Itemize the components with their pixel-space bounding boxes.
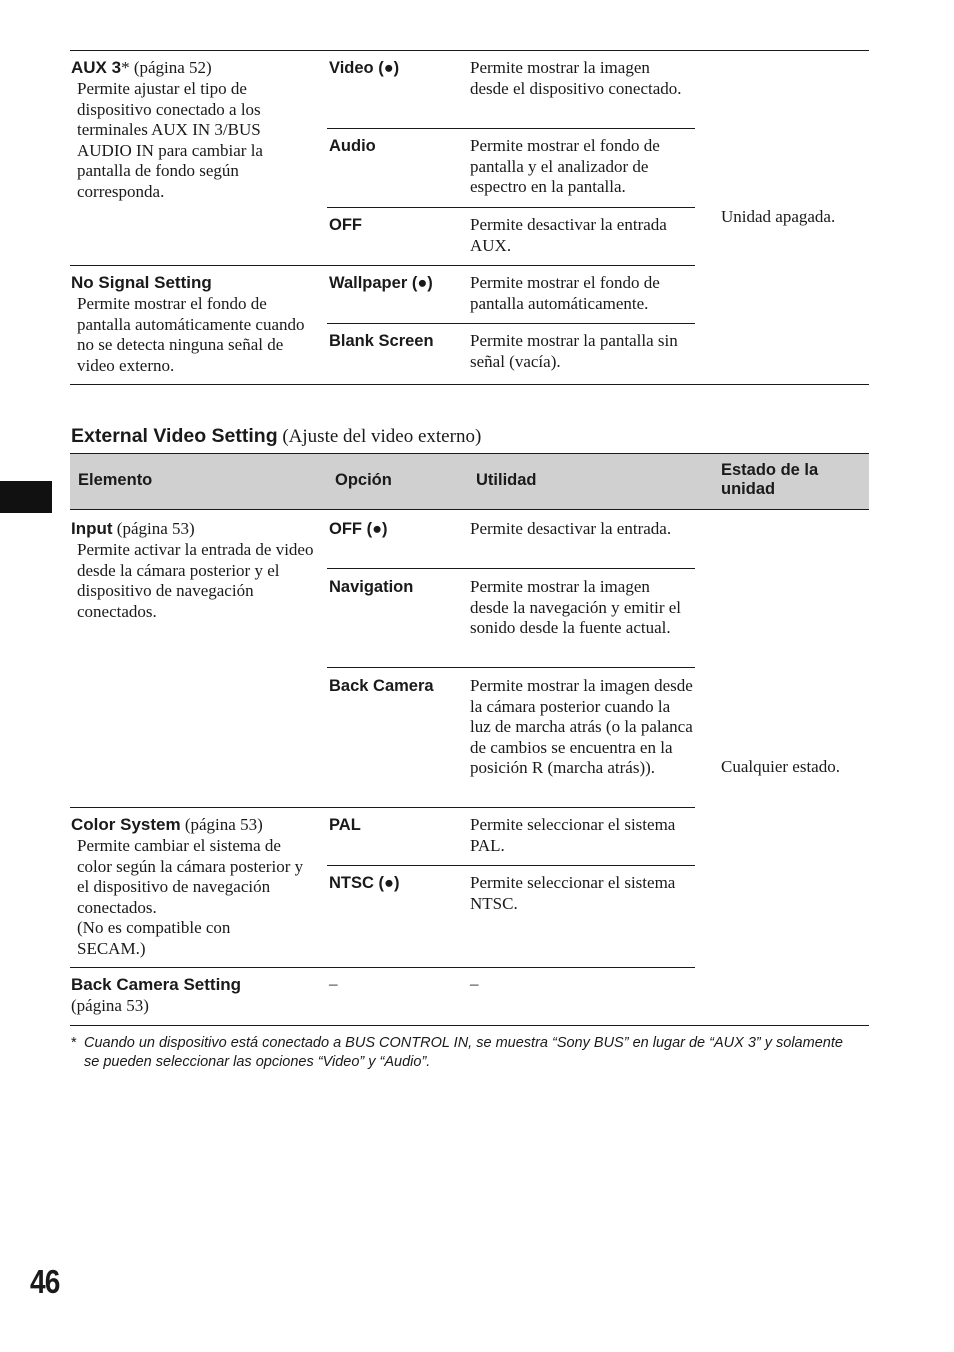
header-elemento: Elemento [78,471,153,489]
header-opcion: Opción [335,471,392,489]
element-color-system-desc: Permite cambiar el sistema de color según la cámara posterior y el dispositivo de navegación conectados. [77,836,304,917]
row-divider [70,967,695,968]
table-bottom-rule [70,1025,869,1026]
row-divider [327,128,695,129]
option-off-desc: Permite desactivar la entrada AUX. [470,215,667,255]
element-no-signal-desc: Permite mostrar el fondo de pantalla automáticamente cuando no se detecta ninguna señal de video externo. [77,294,305,375]
element-no-signal-setting: No Signal Setting [71,273,212,292]
header-estado: Estado de la unidad [721,461,819,498]
row-divider [327,865,695,866]
option-navigation: Navigation [329,578,414,596]
element-input: Input (página 53) [71,519,195,538]
page-number: 46 [30,1263,60,1300]
option-audio: Audio [329,137,376,155]
option-wallpaper-desc: Permite mostrar el fondo de pantalla automáticamente. [470,273,660,313]
option-video-desc: Permite mostrar la imagen desde el dispositivo conectado. [470,58,682,98]
option-blank-screen: Blank Screen [329,332,434,350]
option-input-off-desc: Permite desactivar la entrada. [470,519,672,538]
element-back-camera-setting: Back Camera Setting [71,975,242,994]
option-back-camera: Back Camera [329,677,434,695]
element-color-system: Color System (página 53) [71,815,263,834]
element-aux3-desc: Permite ajustar el tipo de dispositivo conectado a los terminales AUX IN 3/BUS AUDIO IN para cambiar la pantalla de fondo según corresponda. [77,79,263,201]
option-blank-screen-desc: Permite mostrar la pantalla sin señal (vacía). [470,331,678,371]
option-wallpaper: Wallpaper (●) [329,274,433,292]
section-tab-marker [0,481,52,513]
row-divider [70,807,695,808]
option-input-off: OFF (●) [329,520,388,538]
option-dash: – [329,974,338,993]
footnote-text: Cuando un dispositivo está conectado a BUS CONTROL IN, se muestra “Sony BUS” en lugar de “AUX 3” y solamente se pueden seleccionar las opciones “Video” y “Audio”. [84,1035,843,1070]
table-top-rule [70,50,869,51]
row-divider [327,667,695,668]
option-audio-desc: Permite mostrar el fondo de pantalla y el analizador de espectro en la pantalla. [470,136,660,197]
footnote-mark: * [71,1035,77,1051]
option-navigation-desc: Permite mostrar la imagen desde la navegación y emitir el sonido desde la fuente actual. [470,577,681,638]
option-video: Video (●) [329,59,400,77]
option-off: OFF [329,216,362,234]
section-title: External Video Setting (Ajuste del video externo) [71,425,482,447]
state-unit-off: Unidad apagada. [721,207,836,226]
element-aux3: AUX 3* (página 52) [71,58,212,77]
table-bottom-rule [70,384,869,385]
element-back-camera-setting-ref: (página 53) [71,996,149,1015]
option-pal: PAL [329,816,361,834]
state-any: Cualquier estado. [721,757,840,776]
element-input-desc: Permite activar la entrada de video desde la cámara posterior y el dispositivo de navegación conectados. [77,540,314,621]
option-ntsc-desc: Permite seleccionar el sistema NTSC. [470,873,676,913]
option-back-camera-desc: Permite mostrar la imagen desde la cámara posterior cuando la luz de marcha atrás (o la palanca de cambios se encuentra en la posición R (marcha atrás)). [470,676,693,778]
row-divider [327,323,695,324]
row-divider [70,265,695,266]
row-divider [327,207,695,208]
element-color-system-note: (No es compatible con SECAM.) [77,918,231,958]
utility-dash: – [470,974,479,993]
option-pal-desc: Permite seleccionar el sistema PAL. [470,815,676,855]
row-divider [327,568,695,569]
header-utilidad: Utilidad [476,471,537,489]
option-ntsc: NTSC (●) [329,874,400,892]
